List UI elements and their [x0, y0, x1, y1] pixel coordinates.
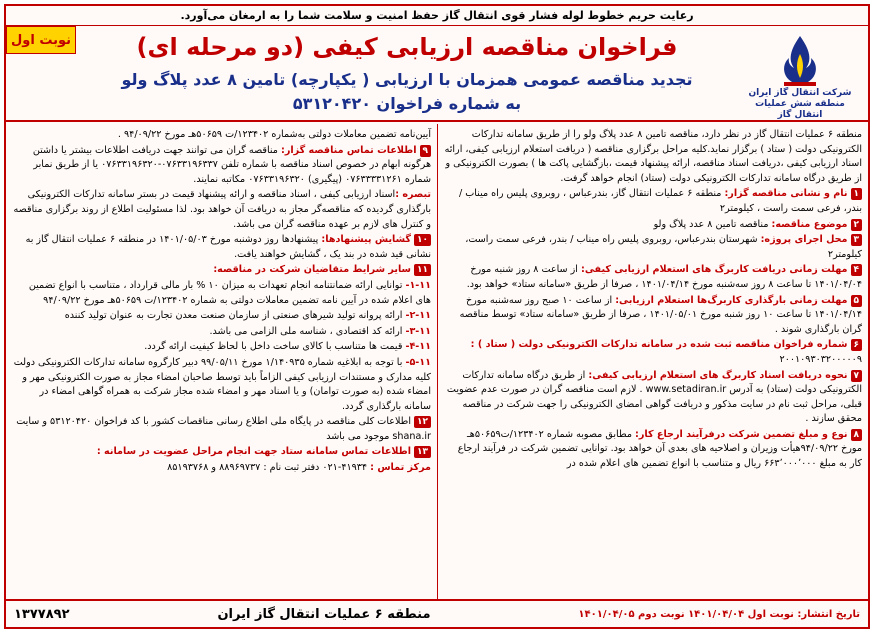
item-heading: تبصره :	[395, 189, 431, 201]
subtitle-2: به شماره فراخوان ۵۳۱۲۰۴۲۰	[292, 94, 522, 113]
item-heading: اطلاعات تماس سامانه ستاد جهت انجام مراحل عضویت در سامانه :	[96, 446, 411, 458]
footer	[6, 599, 868, 627]
item-heading: مهلت زمانی دریافت کاربرگ های استعلام ارزیابی کیفی:	[581, 264, 848, 276]
right_col-item	[444, 263, 862, 292]
right_col-item	[444, 369, 862, 427]
item-number: ۱	[851, 188, 863, 200]
footer-org: منطقه ۶ عملیات انتقال گاز ایران	[217, 606, 431, 622]
item-text: مناقصه گران می توانند جهت دریافت اطلاعات بیشتر یا داشتن هرگونه ابهام در خصوص اسناد مناقصه با شماره تلفن ۰۷۶۳۳۱۹۶۳۳۷-۰۷۶۳۳۱۹۶۳۲۰ یا از طریق نمابر شماره ۰۷۶۳۳۳۳۱۲۶۱ (پیگیری) ۰۷۶۳۳۱۹۶۳۲۰ مکاتبه نمایند.	[32, 144, 431, 185]
item-text: منطقه ۶ عملیات انتقال گاز، بندرعباس ، روبروی پلیس راه میناب / بندر، فرعی سمت راست ، کیلومتر۲	[458, 188, 862, 214]
item-heading: محل اجرای پروژه:	[760, 234, 848, 246]
item-heading: مرکز تماس :	[370, 462, 431, 474]
item-number: ۱۰	[414, 234, 431, 246]
item-heading: ۲-۱۱-	[405, 310, 431, 322]
left_col-item	[12, 309, 431, 324]
item-number: ۱۱	[414, 264, 431, 276]
header	[6, 26, 868, 122]
item-number: ۳	[851, 234, 863, 246]
subtitle-1: تجدید مناقصه عمومی همزمان با ارزیابی ( یکپارچه) تامین ۸ عدد پلاگ ولو	[121, 70, 693, 89]
item-number: ۴	[851, 264, 863, 276]
right_col-item	[444, 233, 862, 262]
item-text: از ساعت ۱۰ صبح روز سه‌شنبه مورخ ۱۴۰۱/۰۴/۱۴ تا ساعت ۱۰ روز شنبه مورخ ۱۴۰۱/۰۵/۰۱ ، صرفا از طریق «سامانه ستاد» توسط مناقصه گران بارگذاری شوند .	[459, 294, 862, 335]
page-title: فراخوان مناقصه ارزیابی کیفی (دو مرحله ای)	[136, 33, 678, 61]
left_col-item	[12, 415, 431, 444]
intro-paragraph: منطقه ۶ عملیات انتقال گاز در نظر دارد، مناقصه تامین ۸ عدد پلاگ ولو را از طریق سامانه تدارکات الکترونیکی دولت ( ستاد ) برگزار نماید.کلیه مراحل برگزاری مناقصه ( دریافت استعلام ارزیابی کیفی، ارائه اسناد ارزیابی کیفی ،دریافت اسناد مناقصه، ارائه پیشنهاد قیمت ،بازگشایی پاکت ها ) بصورت الکترونیکی و از طریق درگاه سامانه تدارکات الکترونیکی دولت (ستاد) انجام خواهد گرفت.	[444, 129, 862, 184]
left_col-item	[12, 340, 431, 355]
item-heading: ۵-۱۱-	[405, 356, 431, 368]
item-heading: نوع و مبلغ تضمین شرکت درفرآیند ارجاع کار:	[635, 428, 848, 440]
item-text: ارائه کد اقتصادی ، شناسه ملی الزامی می باشد.	[209, 325, 406, 337]
publication-dates: تاریخ انتشار: نوبت اول ۱۴۰۱/۰۴/۰۴ نوبت دوم ۱۴۰۱/۰۴/۰۵	[578, 608, 860, 620]
item-heading: گشایش پیشنهادها:	[321, 234, 411, 246]
left_col-item	[12, 279, 431, 308]
left_col-item	[12, 188, 431, 232]
right_col-item	[444, 338, 862, 367]
item-text: شهرستان بندرعباس، روبروی پلیس راه میناب / بندر، فرعی سمت راست، کیلومتر۲	[465, 234, 862, 260]
left_col-item	[12, 356, 431, 414]
item-heading: شماره فراخوان مناقصه ثبت شده در سامانه تدارکات الکترونیکی دولت ( ستاد ) :	[470, 339, 848, 351]
item-number: ۸	[851, 429, 863, 441]
tender-notice	[4, 4, 870, 629]
left_col-item	[12, 144, 431, 188]
item-number: ۱۲	[414, 416, 431, 428]
lead-paragraph: آیین‌نامه تضمین معاملات دولتی به‌شماره ۱۲۳۴۰۲/ت ۵۰۶۵۹هـ مورخ ۹۴/۰۹/۲۲ .	[117, 129, 431, 140]
ad-code: ۱۳۷۷۸۹۲	[14, 606, 70, 622]
item-heading: اطلاعات تماس مناقصه گزار:	[280, 144, 417, 156]
item-heading: سایر شرایط متقاضیان شرکت در مناقصه:	[213, 264, 411, 276]
right_col-item	[444, 218, 862, 233]
item-text: ۲۰۰۱۰۹۳۰۳۲۰۰۰۰۰۹	[779, 353, 862, 365]
item-text: مطابق مصوبه شماره ۱۲۳۴۰۲/ت۵۰۶۵۹هـ مورخ ۹۴/۰۹/۲۲هیأت وزیران و اصلاحیه های بعدی آن خواهد بود. توانایی تضمین شرکت در فرآیند ارجاع کار به مبلغ ۶۶۳٬۰۰۰٬۰۰۰ ریال و متناسب با انواع تضمین های اعلام شده در	[457, 428, 862, 470]
right_col-item	[444, 428, 862, 472]
item-number: ۶	[851, 339, 863, 351]
item-text: ۴۱۹۳۴-۰۲۱ دفتر ثبت نام : ۸۸۹۶۹۷۳۷ و ۸۵۱۹۳۷۶۸	[167, 462, 371, 474]
item-text: توانایی ارائه ضمانتنامه انجام تعهدات به میزان ۱۰ % بار مالی قرارداد ، متناسب با انواع تضمین های اعلام شده در آیین نامه تضمین معاملات دولتی به شماره ۱۲۳۴۰۲/ت ۵۰۶۵۹هـ مورخ ۹۴/۰۹/۲۲	[28, 279, 431, 306]
item-text: قیمت ها متناسب با کالای ساخت داخل با لحاظ کیفیت ارائه گردد.	[144, 341, 406, 353]
logo-line1: شرکت انتقال گاز ایران	[748, 88, 852, 98]
turn-badge: نوبت اول	[6, 26, 76, 54]
left_col-item	[12, 461, 431, 476]
item-text: از طریق درگاه سامانه تدارکات الکترونیکی دولت (ستاد) به آدرس www.setadiran.ir . لازم است مناقصه گران در صورت عدم عضویت قبلی، مراحل ثبت نام در سایت مذکور و دریافت گواهی امضای الکترونیکی را جهت شرکت در مناقصه محقق سازند .	[446, 369, 862, 425]
body-columns	[6, 124, 868, 599]
left-column	[6, 124, 437, 599]
item-heading: ۳-۱۱-	[405, 325, 431, 337]
left_col-item	[12, 263, 431, 278]
flame-icon	[768, 32, 832, 88]
item-text: از ساعت ۸ روز شنبه مورخ ۱۴۰۱/۰۴/۰۴ تا ساعت ۸ روز سه‌شنبه مورخ ۱۴۰۱/۰۴/۱۴ ، صرفا از طریق «سامانه ستاد» خواهد بود.	[466, 264, 862, 290]
right-column	[437, 124, 868, 599]
item-heading: ۴-۱۱-	[405, 341, 431, 353]
item-text: ارائه پروانه تولید شیرهای صنعتی از سازمان صنعت معدن تجارت به عنوان تولید کننده	[64, 310, 406, 322]
item-number: ۱۳	[414, 446, 431, 458]
item-number: ۲	[851, 219, 863, 231]
left_col-item	[12, 325, 431, 340]
item-heading: نحوه دریافت اسناد کاربرگ های استعلام ارزیابی کیفی:	[588, 369, 848, 381]
logo-line2: منطقه شش عملیات انتقال گاز	[755, 99, 845, 120]
company-logo	[746, 32, 854, 121]
item-text: اطلاعات کلی مناقصه در پایگاه ملی اطلاع رسانی مناقصات کشور با کد فراخوان ۵۳۱۲۰۴۲۰ و سایت shana.ir موجود می باشد	[16, 416, 431, 442]
item-heading: مهلت زمانی بارگذاری کاربرگ‌ها استعلام ارزیابی:	[615, 294, 848, 306]
item-heading: موضوع مناقصه:	[771, 218, 848, 230]
item-number: ۹	[420, 145, 432, 157]
top-notice: رعایت حریم خطوط لوله فشار قوی انتقال گاز حفظ امنیت و سلامت شما را به ارمغان می‌آورد.	[6, 6, 868, 26]
item-heading: نام و نشانی مناقصه گزار:	[724, 188, 848, 200]
item-text: مناقصه تامین ۸ عدد پلاگ ولو	[653, 218, 772, 230]
item-heading: ۱-۱۱-	[405, 279, 431, 291]
item-text: پیشنهادها روز دوشنبه مورخ ۱۴۰۱/۰۵/۰۳ در منطقه ۶ عملیات انتقال گاز به نشانی قید شده در بند یک ، گشایش خواهند یافت.	[25, 234, 431, 260]
left_col-item	[12, 445, 431, 460]
right_col-item	[444, 187, 862, 216]
right_col-item	[444, 294, 862, 338]
left_col-item	[12, 233, 431, 262]
item-number: ۷	[851, 370, 863, 382]
item-text: اسناد ارزیابی کیفی ، اسناد مناقصه و ارائه پیشنهاد قیمت در بستر سامانه تدارکات الکترونیکی بارگذاری گردیده که مناقصه‌گر مجاز به دریافت آن خواهد بود. لذا مسئولیت اطلاع از روند برگزاری مناقصه و کنترل های لازم بر عهده مناقصه گران می باشد.	[13, 189, 431, 230]
item-number: ۵	[851, 295, 863, 307]
item-text: با توجه به ابلاغیه شماره ۱/۱۴۰۹۳۵ مورخ ۹۹/۰۵/۱۱ دبیر کارگروه سامانه تدارکات الکترونیکی دولت کلیه مدارک و مستندات ارزیابی کیفی الزاماً باید توسط صاحبان امضاء مجاز به صورت الکترونیکی مهر و امضاء شده (به صورت توامان) و یا اسناد مهر و امضاء شده مجاز شرکت به همراه گواهی امضاء در سامانه بارگذاری گردد.	[13, 356, 431, 412]
